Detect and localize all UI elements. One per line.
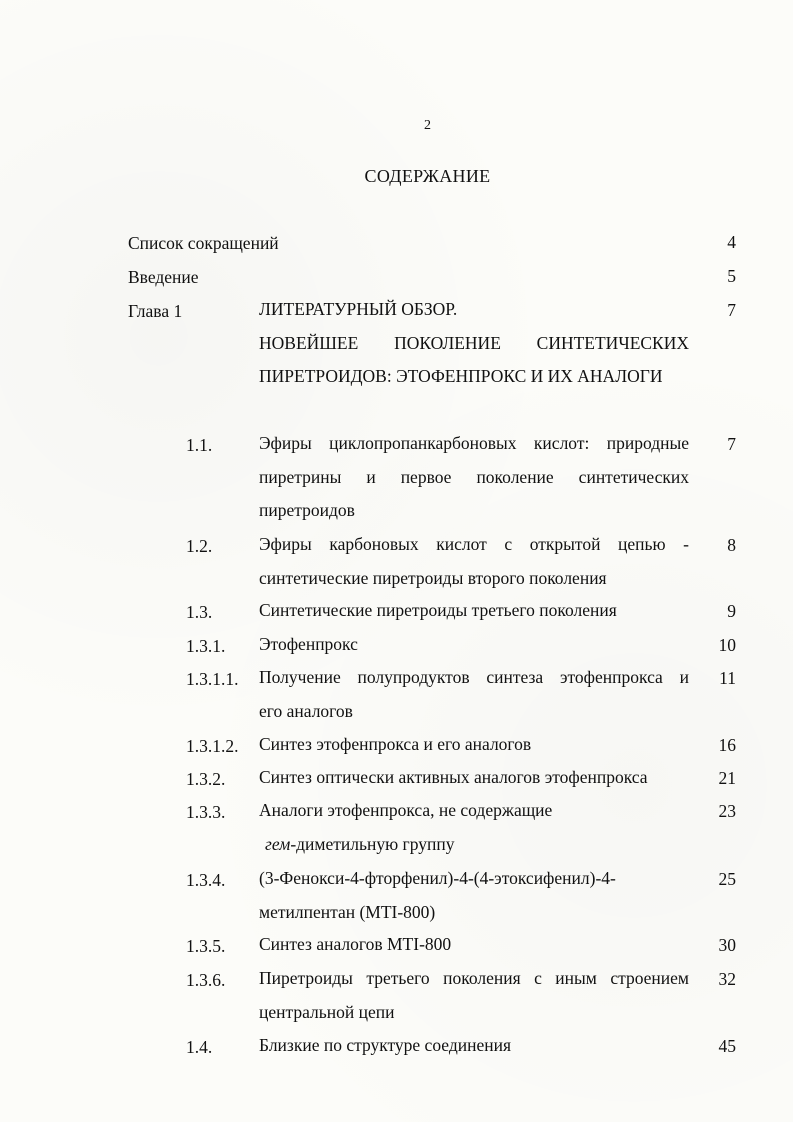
toc-entry-page: 32 — [718, 969, 736, 989]
toc-entry-line: Эфиры циклопропанкарбоновых кислот: природные — [259, 433, 689, 453]
toc-entry-number: 1.3.5. — [186, 936, 226, 956]
toc-entry-number: 1.3.1. — [186, 636, 226, 656]
toc-entry-label: Введение — [128, 267, 199, 287]
toc-entry-page: 8 — [727, 535, 736, 555]
toc-entry-text — [259, 794, 689, 861]
toc-entry-line: (3-Фенокси-4-фторфенил)-4-(4-этоксифенил)-4- — [259, 868, 616, 888]
toc-entry-number: 1.3.1.1. — [186, 669, 239, 689]
toc-entry-text — [259, 728, 689, 762]
toc-entry-line: Пиретроиды третьего поколения с иным строением — [259, 968, 689, 988]
toc-entry-line-rest: -диметильную группу — [290, 833, 455, 854]
toc-entry-line: Близкие по структуре соединения — [259, 1035, 512, 1055]
toc-entry-page: 10 — [718, 635, 736, 655]
toc-entry-line: метилпентан (MTI-800) — [259, 901, 436, 922]
toc-entry-number: 1.4. — [186, 1037, 213, 1057]
toc-entry-page: 4 — [727, 232, 736, 252]
toc-entry-page: 45 — [718, 1036, 736, 1056]
toc-entry-line: Синтез этофенпрокса и его аналогов — [259, 734, 532, 754]
toc-entry-number: 1.3.2. — [186, 769, 226, 789]
toc-entry-page: 7 — [727, 300, 736, 320]
toc-entry-line — [259, 828, 689, 862]
toc-entry-text — [259, 628, 689, 662]
toc-entry-text — [259, 928, 689, 962]
toc-entry-line: НОВЕЙШЕЕ ПОКОЛЕНИЕ СИНТЕТИЧЕСКИХ — [259, 332, 689, 353]
toc-entry-line: его аналогов — [259, 700, 353, 721]
toc-entry-label: Список сокращений — [128, 233, 279, 253]
toc-entry-page: 21 — [718, 768, 736, 788]
toc-entry-number: 1.3.3. — [186, 802, 226, 822]
toc-entry-line: синтетические пиретроиды второго поколения — [259, 567, 607, 588]
toc-entry-text — [259, 862, 689, 929]
toc-entry-line: ПИРЕТРОИДОВ: ЭТОФЕНПРОКС И ИХ АНАЛОГИ — [259, 366, 663, 386]
toc-entry-line: центральной цепи — [259, 1001, 395, 1022]
toc-entry-text — [259, 761, 689, 795]
toc-entry-italic-prefix: гем — [265, 833, 291, 854]
toc-entry-page: 30 — [718, 935, 736, 955]
toc-entry-page: 5 — [727, 266, 736, 286]
toc-entry-text — [259, 1029, 689, 1063]
toc-entry-text — [259, 293, 689, 394]
toc-entry-number: 1.3.6. — [186, 970, 226, 990]
toc-entry-page: 23 — [718, 801, 736, 821]
toc-entry-line: Эфиры карбоновых кислот с открытой цепью - — [259, 534, 689, 554]
toc-entry-page: 11 — [719, 668, 736, 688]
toc-entry-text — [259, 962, 689, 1029]
toc-entry-text — [259, 427, 689, 528]
toc-entry-line: Получение полупродуктов синтеза этофенпрокса и — [259, 667, 689, 687]
toc-entry-page: 9 — [727, 601, 736, 621]
page-number: 2 — [424, 118, 431, 133]
toc-entry-page: 7 — [727, 434, 736, 454]
toc-entry-line: Синтетические пиретроиды третьего поколения — [259, 600, 617, 620]
toc-entry-number: 1.3.4. — [186, 870, 226, 890]
toc-entry-line: Аналоги этофенпрокса, не содержащие — [259, 800, 553, 820]
toc-entry-line: ЛИТЕРАТУРНЫЙ ОБЗОР. — [259, 299, 458, 319]
toc-entry-number: 1.1. — [186, 435, 213, 455]
toc-entry-line: пиретрины и первое поколение синтетических — [259, 466, 689, 487]
toc-entry-page: 25 — [718, 869, 736, 889]
toc-entry-number: 1.3. — [186, 602, 213, 622]
toc-entry-text — [259, 661, 689, 728]
toc-entry-number: Глава 1 — [128, 301, 183, 321]
toc-entry-text — [259, 594, 689, 628]
toc-entry-line: пиретроидов — [259, 500, 355, 520]
toc-entry-number: 1.3.1.2. — [186, 736, 239, 756]
toc-entry-text — [259, 528, 689, 595]
toc-entry-line: Этофенпрокс — [259, 634, 358, 654]
toc-entry-line: Синтез оптически активных аналогов этофенпрокса — [259, 767, 648, 787]
toc-entry-page: 16 — [718, 735, 736, 755]
toc-title: СОДЕРЖАНИЕ — [364, 166, 491, 186]
toc-entry-number: 1.2. — [186, 536, 213, 556]
toc-entry-line: Синтез аналогов MTI-800 — [259, 934, 452, 954]
